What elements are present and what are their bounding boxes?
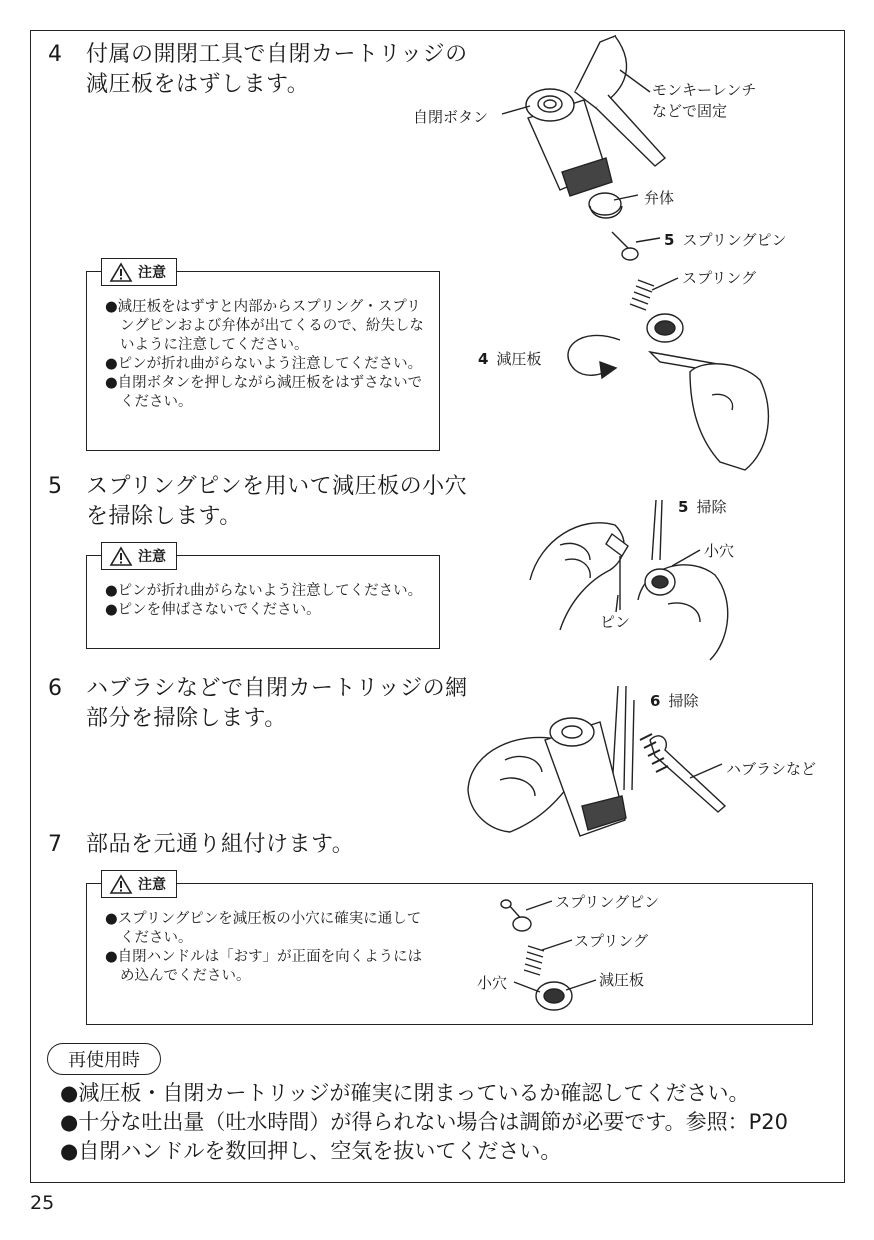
spring-pin-text: スプリングピン bbox=[682, 231, 787, 249]
reuse-item: ●自閉ハンドルを数回押し、空気を抜いてください。 bbox=[60, 1139, 562, 1163]
caution-label: 注意 bbox=[138, 549, 166, 565]
caution-item: ●ピンが折れ曲がらないよう注意してください。 bbox=[105, 356, 423, 372]
valve-body-label: 弁体 bbox=[644, 189, 675, 207]
caution-item: ●自閉ボタンを押しながら減圧板をはずさないでください。 bbox=[105, 375, 423, 410]
caution-label: 注意 bbox=[138, 265, 166, 281]
wrench-label-line1: モンキーレンチ bbox=[652, 81, 757, 99]
fig4-small-hole-label: 小穴 bbox=[477, 974, 508, 992]
step-6-number: 6 bbox=[48, 676, 62, 701]
wrench-label-line2: などで固定 bbox=[652, 102, 728, 120]
caution-item: ●ピンを伸ばさないでください。 bbox=[105, 602, 321, 618]
caution-item: ●減圧板をはずすと内部からスプリング・スプリングピンおよび弁体が出てくるので、紛失しないように注意してください。 bbox=[105, 299, 424, 353]
step-7-number: 7 bbox=[48, 832, 62, 857]
caution-item: ●ピンが折れ曲がらないよう注意してください。 bbox=[105, 583, 423, 599]
step-6-title-line2: 部分を掃除します。 bbox=[86, 706, 287, 731]
fig4-spring-label: スプリング bbox=[574, 932, 649, 950]
pressure-plate-number: 4 bbox=[478, 350, 489, 368]
caution-item: ●自閉ハンドルは「おす」が正面を向くようにはめ込んでください。 bbox=[105, 949, 423, 984]
fig3-clean-number: 6 bbox=[650, 692, 661, 710]
reuse-item: ●十分な吐出量（吐水時間）が得られない場合は調節が必要です。参照：P20 bbox=[60, 1110, 789, 1134]
toothbrush-label: ハブラシなど bbox=[726, 760, 817, 778]
pin-label: ピン bbox=[600, 613, 631, 631]
step-4-title-line1: 付属の開閉工具で自閉カートリッジの bbox=[86, 42, 468, 67]
spring-label: スプリング bbox=[682, 269, 757, 287]
reuse-item: ●減圧板・自閉カートリッジが確実に閉まっているか確認してください。 bbox=[60, 1081, 750, 1105]
caution-item: ●スプリングピンを減圧板の小穴に確実に通してください。 bbox=[105, 911, 422, 946]
reuse-tag: 再使用時 bbox=[47, 1043, 161, 1075]
reuse-list bbox=[60, 1079, 788, 1166]
step-4-title-line2: 減圧板をはずします。 bbox=[86, 72, 310, 97]
step-5-title-line2: を掃除します。 bbox=[86, 504, 242, 529]
step-5-title-line1: スプリングピンを用いて減圧板の小穴 bbox=[86, 474, 468, 499]
pressure-plate-text: 減圧板 bbox=[496, 350, 542, 368]
spring-pin-number: 5 bbox=[664, 231, 675, 249]
self-closing-button-label: 自閉ボタン bbox=[413, 108, 489, 126]
step-4-number: 4 bbox=[48, 42, 62, 67]
fig3-clean-text: 掃除 bbox=[668, 692, 699, 710]
fig2-clean-text: 掃除 bbox=[696, 498, 727, 516]
small-hole-label: 小穴 bbox=[704, 542, 735, 560]
step-5-number: 5 bbox=[48, 474, 62, 499]
fig4-pressure-plate-label: 減圧板 bbox=[599, 971, 645, 989]
caution-label: 注意 bbox=[138, 877, 166, 893]
step-7-title-line1: 部品を元通り組付けます。 bbox=[86, 832, 355, 857]
page-number: 25 bbox=[30, 1192, 55, 1214]
fig2-clean-number: 5 bbox=[678, 498, 689, 516]
step-6-title-line1: ハブラシなどで自閉カートリッジの網 bbox=[86, 676, 468, 701]
fig4-spring-pin-label: スプリングピン bbox=[555, 893, 660, 911]
